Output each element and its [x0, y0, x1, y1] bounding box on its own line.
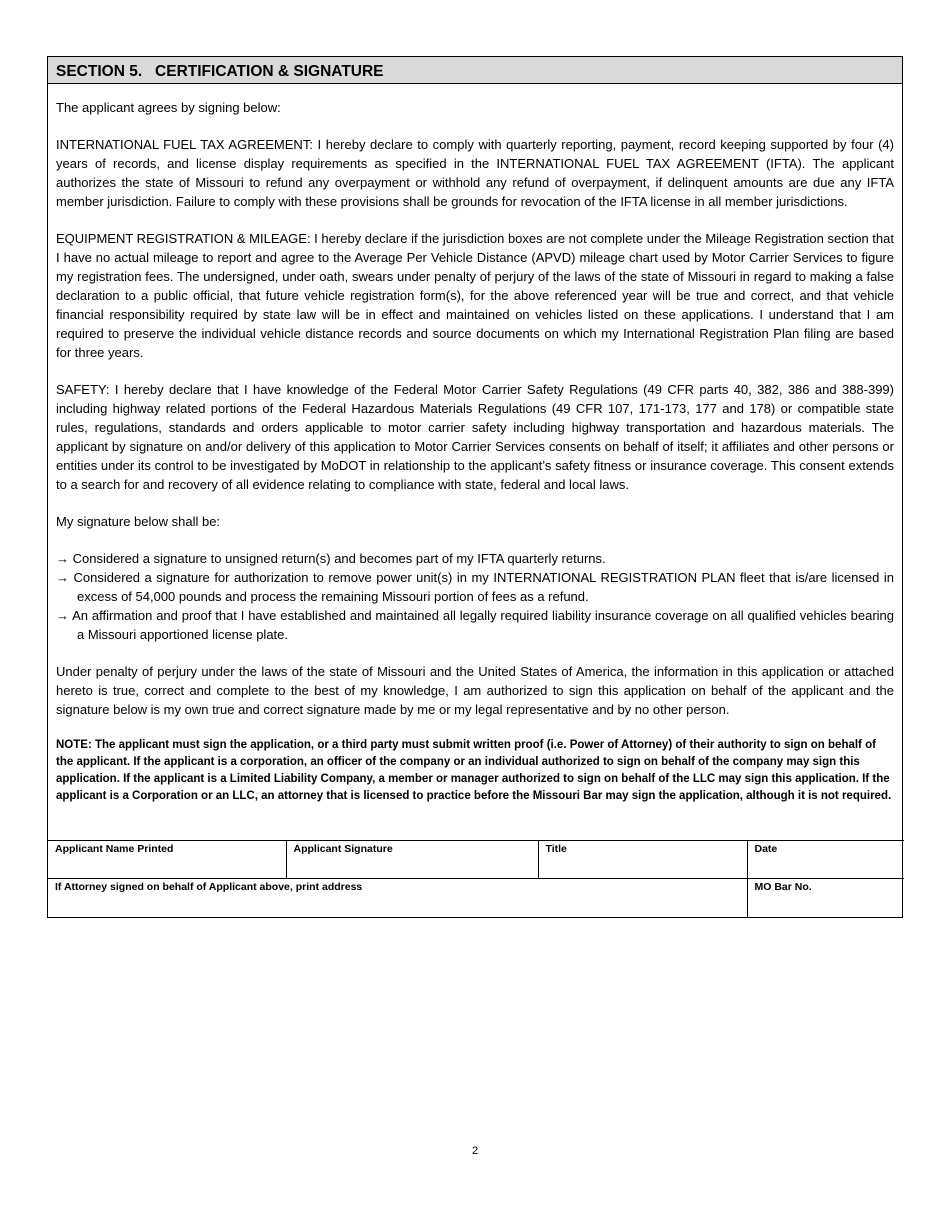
date-label: Date — [754, 843, 778, 855]
intro-text: The applicant agrees by signing below: — [56, 100, 281, 115]
applicant-signature-field[interactable] — [286, 841, 538, 879]
ifta-paragraph: INTERNATIONAL FUEL TAX AGREEMENT: I hereby declare to comply with quarterly reporting, payment, record keeping supported by four (4) years of records, and license display requirements as specified in the INTERNATIONAL FUEL TAX AGREEMENT (IFTA). The applicant authorizes the state of Missouri to refund any overpayment or withhold any refund of overpayment, if delinquent amounts are due any IFTA member jurisdiction. Failure to comply with these provisions shall be grounds for revocation of the IFTA license in all member jurisdictions. — [56, 137, 894, 209]
certification-section — [47, 56, 903, 918]
signature-row — [48, 841, 904, 879]
attorney-row — [48, 879, 904, 917]
section-body — [48, 84, 902, 840]
section-title: SECTION 5. CERTIFICATION & SIGNATURE — [48, 57, 902, 84]
bullet-item: → Considered a signature to unsigned return(s) and becomes part of my IFTA quarterly returns. — [56, 551, 606, 566]
signing-note: NOTE: The applicant must sign the application, or a third party must submit written proof (i.e. Power of Attorney) of their authority to sign on behalf of the applicant. If the applicant is a corporation, an officer of the company or an individual authorized to sign on behalf of the company may sign this application. If the applicant is a Limited Liability Company, a member or manager authorized to sign on behalf of the LLC may sign this application. If the applicant is a Corporation or an LLC, an attorney that is licensed to practice before the Missouri Bar may sign the application, although it is not required. — [56, 739, 892, 802]
applicant-name-field[interactable] — [48, 841, 286, 879]
applicant-signature-label: Applicant Signature — [293, 843, 393, 855]
equipment-registration-paragraph: EQUIPMENT REGISTRATION & MILEAGE: I hereby declare if the jurisdiction boxes are not complete under the Mileage Registration section that I have no actual mileage to report and agree to the Average Per Vehicle Distance (APVD) mileage chart used by Motor Carrier Services to figure my registration fees. The undersigned, under oath, swears under penalty of perjury of the laws of the state of Missouri in regard to making a false declaration to a public official, that future vehicle registration form(s), for the above referenced year will be true and correct, and that vehicle financial responsibility required by state law will be in effect and maintained on vehicles listed on these applications. I understand that I am required to preserve the individual vehicle distance records and source documents on which my International Registration Plan filing are based for three years. — [56, 231, 894, 360]
signature-lead-in: My signature below shall be: — [56, 514, 221, 529]
safety-paragraph: SAFETY: I hereby declare that I have knowledge of the Federal Motor Carrier Safety Regulations (49 CFR parts 40, 382, 386 and 388-399) including highway related portions of the Federal Hazardous Materials Regulations (49 CFR 107, 171-173, 177 and 178) or compatible state rules, regulations, standards and orders applicable to motor carrier safety including highway transportation and hazardous materials. The applicant by signature on and/or delivery of this application to Motor Carrier Services consents on behalf of itself; it affiliates and other persons or entities under its control to be investigated by MoDOT in relationship to the applicant’s safety fitness or insurance coverage. This consent extends to a search for and recovery of all evidence relating to compliance with state, federal and local laws. — [56, 382, 894, 492]
title-label: Title — [545, 843, 567, 855]
bullet-item: → Considered a signature for authorization to remove power unit(s) in my INTERNATIONAL REGISTRATION PLAN fleet that is/are licensed in excess of 54,000 pounds and process the remaining Missouri portion of fees as a refund. — [56, 570, 894, 604]
date-field[interactable] — [747, 841, 904, 879]
title-field[interactable] — [538, 841, 747, 879]
attorney-address-field[interactable] — [48, 879, 747, 917]
penalty-paragraph: Under penalty of perjury under the laws of the state of Missouri and the United States of America, the information in this application or attached hereto is true, correct and complete to the best of my knowledge, I am authorized to sign this application on behalf of the applicant and the signature below is my own true and correct signature made by me or my legal representative and by no other person. — [56, 664, 894, 717]
page-number: 2 — [471, 1145, 479, 1157]
bullet-item: → An affirmation and proof that I have established and maintained all legally required liability insurance coverage on all qualified vehicles bearing a Missouri apportioned license plate. — [56, 608, 894, 642]
attorney-address-label: If Attorney signed on behalf of Applicant above, print address — [55, 881, 363, 893]
applicant-name-label: Applicant Name Printed — [55, 843, 174, 855]
mo-bar-number-field[interactable] — [747, 879, 904, 917]
signature-bullet-list — [56, 549, 894, 644]
signature-table — [48, 840, 904, 917]
mo-bar-label: MO Bar No. — [754, 881, 812, 893]
